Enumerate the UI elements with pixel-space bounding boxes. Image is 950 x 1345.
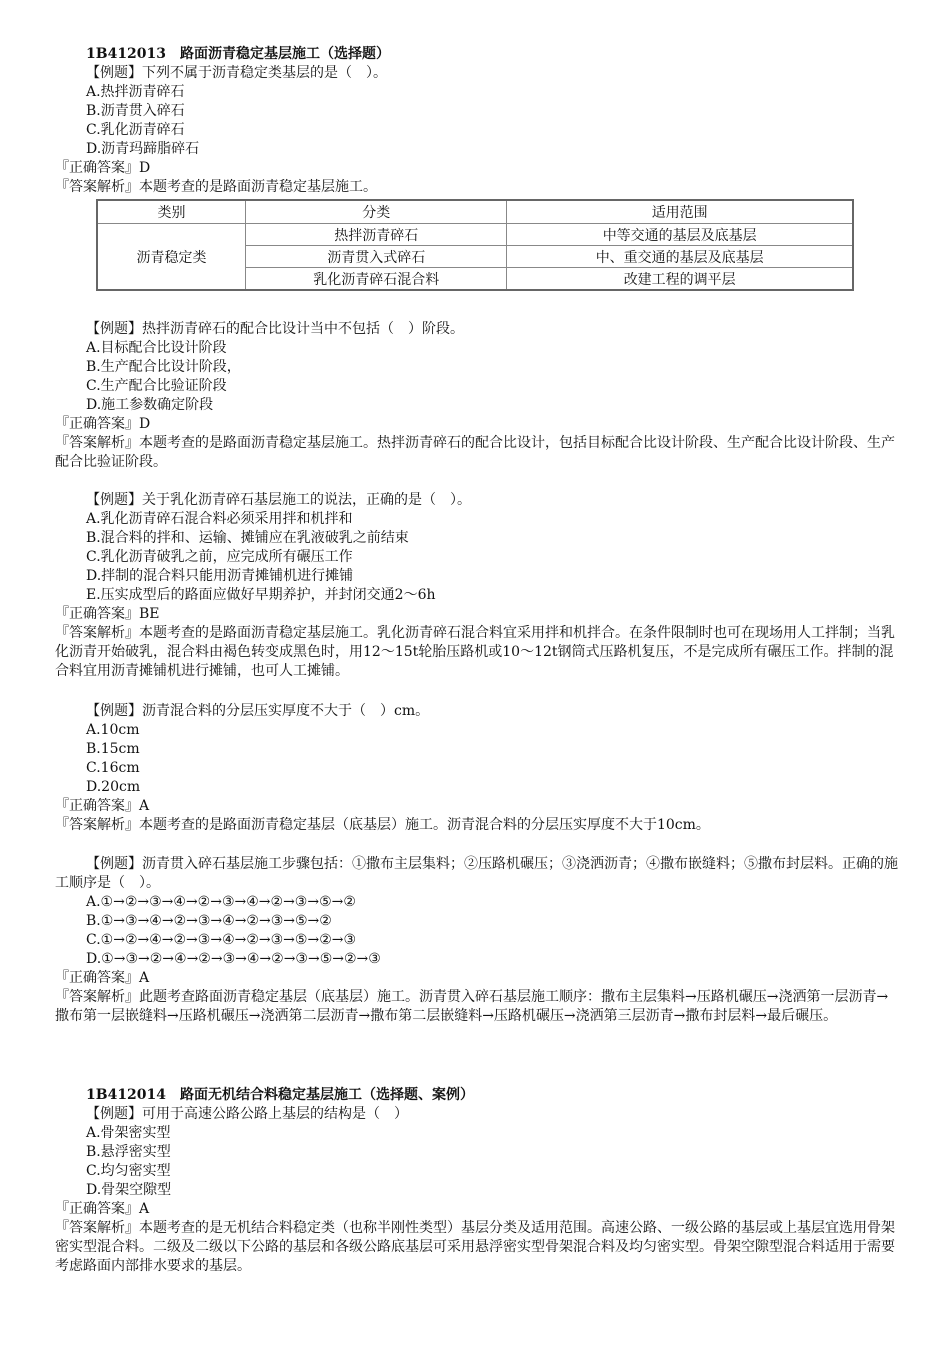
answer-analysis: 『答案解析』本题考查的是路面沥青稳定基层（底基层）施工。沥青混合料的分层压实厚度不大于10cm。 [55,817,710,833]
table-cell-category: 沥青稳定类 [97,224,246,291]
option-a: A.目标配合比设计阶段 [86,340,227,356]
table-cell-type: 热拌沥青碎石 [246,224,507,246]
option-b: B.①→③→④→②→③→④→②→③→⑤→② [86,913,332,929]
correct-answer: 『正确答案』BE [55,606,160,622]
table-header-category: 类别 [97,200,246,224]
option-d: D.施工参数确定阶段 [86,397,214,413]
option-c: C.乳化沥青碎石 [86,122,185,138]
option-b: B.悬浮密实型 [86,1144,171,1160]
correct-answer: 『正确答案』A [55,798,150,814]
answer-analysis: 『答案解析』本题考查的是路面沥青稳定基层施工。 [55,179,377,195]
classification-table [96,199,854,291]
option-e: E.压实成型后的路面应做好早期养护，并封闭交通2～6h [86,587,436,603]
option-a: A.乳化沥青碎石混合料必须采用拌和机拌和 [86,511,353,527]
question-1: 【例题】下列不属于沥青稳定类基层的是（ ）。 [86,65,387,81]
option-d: D.骨架空隙型 [86,1182,172,1198]
answer-analysis: 『答案解析』本题考查的是路面沥青稳定基层施工。乳化沥青碎石混合料宜采用拌和机拌合。在条件限制时也可在现场用人工拌制；当乳化沥青开始破乳，混合料由褐色转变成黑色时，用12～15t轮胎压路机或10～12t钢筒式压路机复压，不是完成所有碾压工作。拌制的混合料宜用沥青摊铺机进行摊铺，也可人工摊铺。 [55,625,895,679]
option-a: A.①→②→③→④→②→③→④→②→③→⑤→② [86,894,356,910]
section-heading-1b412014: 1B412014 路面无机结合料稳定基层施工（选择题、案例） [86,1087,475,1103]
table-cell-type: 乳化沥青碎石混合料 [246,268,507,291]
table-cell-scope: 中等交通的基层及底基层 [507,224,853,246]
option-d: D.沥青玛蹄脂碎石 [86,141,200,157]
option-a: A.10cm [86,722,140,738]
section-heading-1b412013: 1B412013 路面沥青稳定基层施工（选择题） [86,46,391,62]
option-c: C.①→②→④→②→③→④→②→③→⑤→②→③ [86,932,357,948]
option-b: B.混合料的拌和、运输、摊铺应在乳液破乳之前结束 [86,530,409,546]
question-4: 【例题】沥青混合料的分层压实厚度不大于（ ）cm。 [86,703,430,719]
correct-answer: 『正确答案』A [55,970,150,986]
table-cell-scope: 中、重交通的基层及底基层 [507,246,853,268]
option-c: C.均匀密实型 [86,1163,171,1179]
answer-analysis: 『答案解析』此题考查路面沥青稳定基层（底基层）施工。沥青贯入碎石基层施工顺序：撒布主层集料→压路机碾压→浇洒第一层沥青→撒布第一层嵌缝料→压路机碾压→浇洒第二层沥青→撒布第二层嵌缝料→压路机碾压→浇洒第三层沥青→撒布封层料→最后碾压。 [55,989,889,1024]
option-c: C.16cm [86,760,140,776]
correct-answer: 『正确答案』A [55,1201,150,1217]
option-d: D.①→③→②→④→②→③→④→②→③→⑤→②→③ [86,951,381,967]
option-d: D.拌制的混合料只能用沥青摊铺机进行摊铺 [86,568,354,584]
option-b: B.生产配合比设计阶段， [86,359,241,375]
question-5: 【例题】沥青贯入碎石基层施工步骤包括：①撒布主层集料；②压路机碾压；③浇洒沥青；④撒布嵌缝料；⑤撒布封层料。正确的施工顺序是（ ）。 [55,856,898,891]
table-header-scope: 适用范围 [507,200,853,224]
answer-analysis: 『答案解析』本题考查的是路面沥青稳定基层施工。热拌沥青碎石的配合比设计，包括目标配合比设计阶段、生产配合比设计阶段、生产配合比验证阶段。 [55,435,895,470]
option-b: B.沥青贯入碎石 [86,103,185,119]
option-c: C.生产配合比验证阶段 [86,378,227,394]
option-d: D.20cm [86,779,141,795]
question-6: 【例题】可用于高速公路公路上基层的结构是（ ） [86,1106,408,1122]
table-cell-scope: 改建工程的调平层 [507,268,853,291]
option-a: A.骨架密实型 [86,1125,171,1141]
answer-analysis: 『答案解析』本题考查的是无机结合料稳定类（也称半刚性类型）基层分类及适用范围。高速公路、一级公路的基层或上基层宜选用骨架密实型混合料。二级及二级以下公路的基层和各级公路底基层可采用悬浮密实型骨架混合料及均匀密实型。骨架空隙型混合料适用于需要考虑路面内部排水要求的基层。 [55,1220,895,1274]
correct-answer: 『正确答案』D [55,160,151,176]
correct-answer: 『正确答案』D [55,416,151,432]
question-3: 【例题】关于乳化沥青碎石基层施工的说法，正确的是（ ）。 [86,492,471,508]
option-a: A.热拌沥青碎石 [86,84,185,100]
option-b: B.15cm [86,741,140,757]
table-cell-type: 沥青贯入式碎石 [246,246,507,268]
option-c: C.乳化沥青破乳之前，应完成所有碾压工作 [86,549,353,565]
table-header-type: 分类 [246,200,507,224]
question-2: 【例题】热拌沥青碎石的配合比设计当中不包括（ ）阶段。 [86,321,464,337]
